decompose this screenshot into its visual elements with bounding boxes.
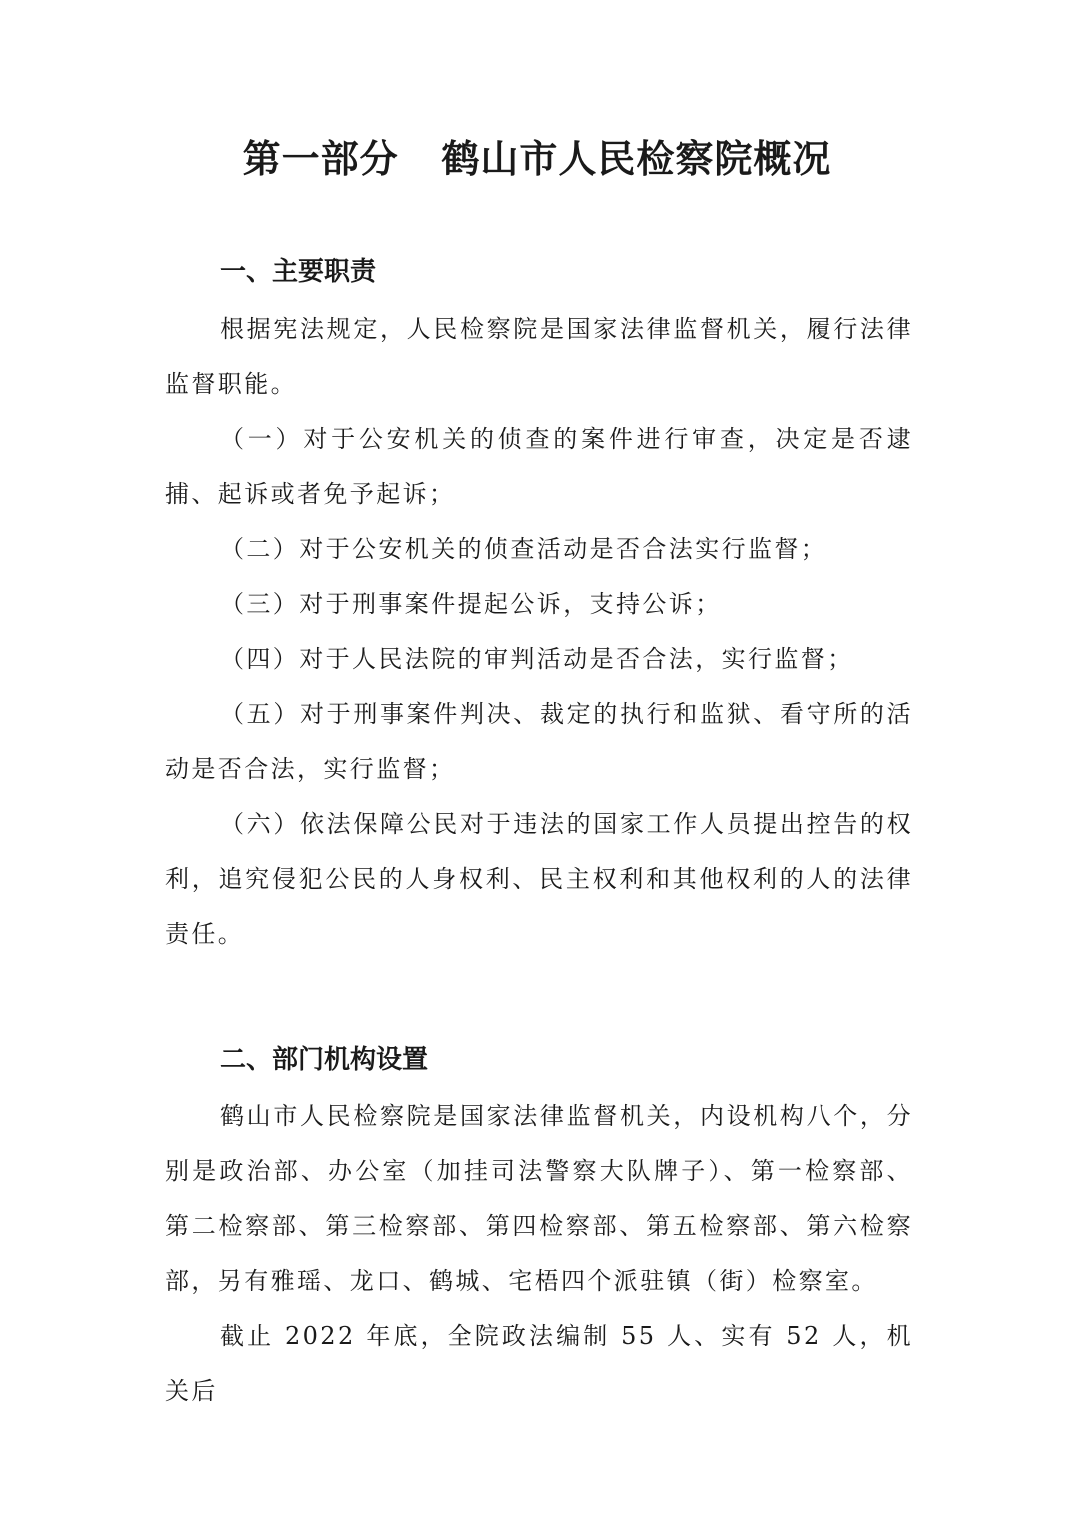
section-main-duties: [165, 252, 913, 962]
paragraph: （六）依法保障公民对于违法的国家工作人员提出控告的权利，追究侵犯公民的人身权利、民主权利和其他权利的人的法律责任。: [165, 810, 913, 948]
page-title: 第一部分 鹤山市人民检察院概况: [242, 137, 832, 181]
paragraph: 鹤山市人民检察院是国家法律监督机关，内设机构八个，分别是政治部、办公室（加挂司法警察大队牌子）、第一检察部、第二检察部、第三检察部、第四检察部、第五检察部、第六检察部，另有雅瑶、龙口、鹤城、宅梧四个派驻镇（街）检察室。: [165, 1102, 913, 1295]
paragraph: （四）对于人民法院的审判活动是否合法，实行监督；: [220, 645, 854, 673]
paragraph: 根据宪法规定，人民检察院是国家法律监督机关，履行法律监督职能。: [165, 315, 913, 398]
section-department-setup: [165, 1040, 913, 1419]
section-heading-department-setup: 二、部门机构设置: [220, 1045, 429, 1075]
paragraph: （一）对于公安机关的侦查的案件进行审查，决定是否逮捕、起诉或者免予起诉；: [165, 425, 913, 508]
paragraph: （二）对于公安机关的侦查活动是否合法实行监督；: [220, 535, 828, 563]
paragraph: 截止 2022 年底，全院政法编制 55 人、实有 52 人，机关后: [165, 1322, 913, 1405]
section-heading-main-duties: 一、主要职责: [220, 257, 377, 287]
paragraph: （五）对于刑事案件判决、裁定的执行和监狱、看守所的活动是否合法，实行监督；: [165, 700, 913, 783]
paragraph: （三）对于刑事案件提起公诉，支持公诉；: [220, 590, 722, 618]
